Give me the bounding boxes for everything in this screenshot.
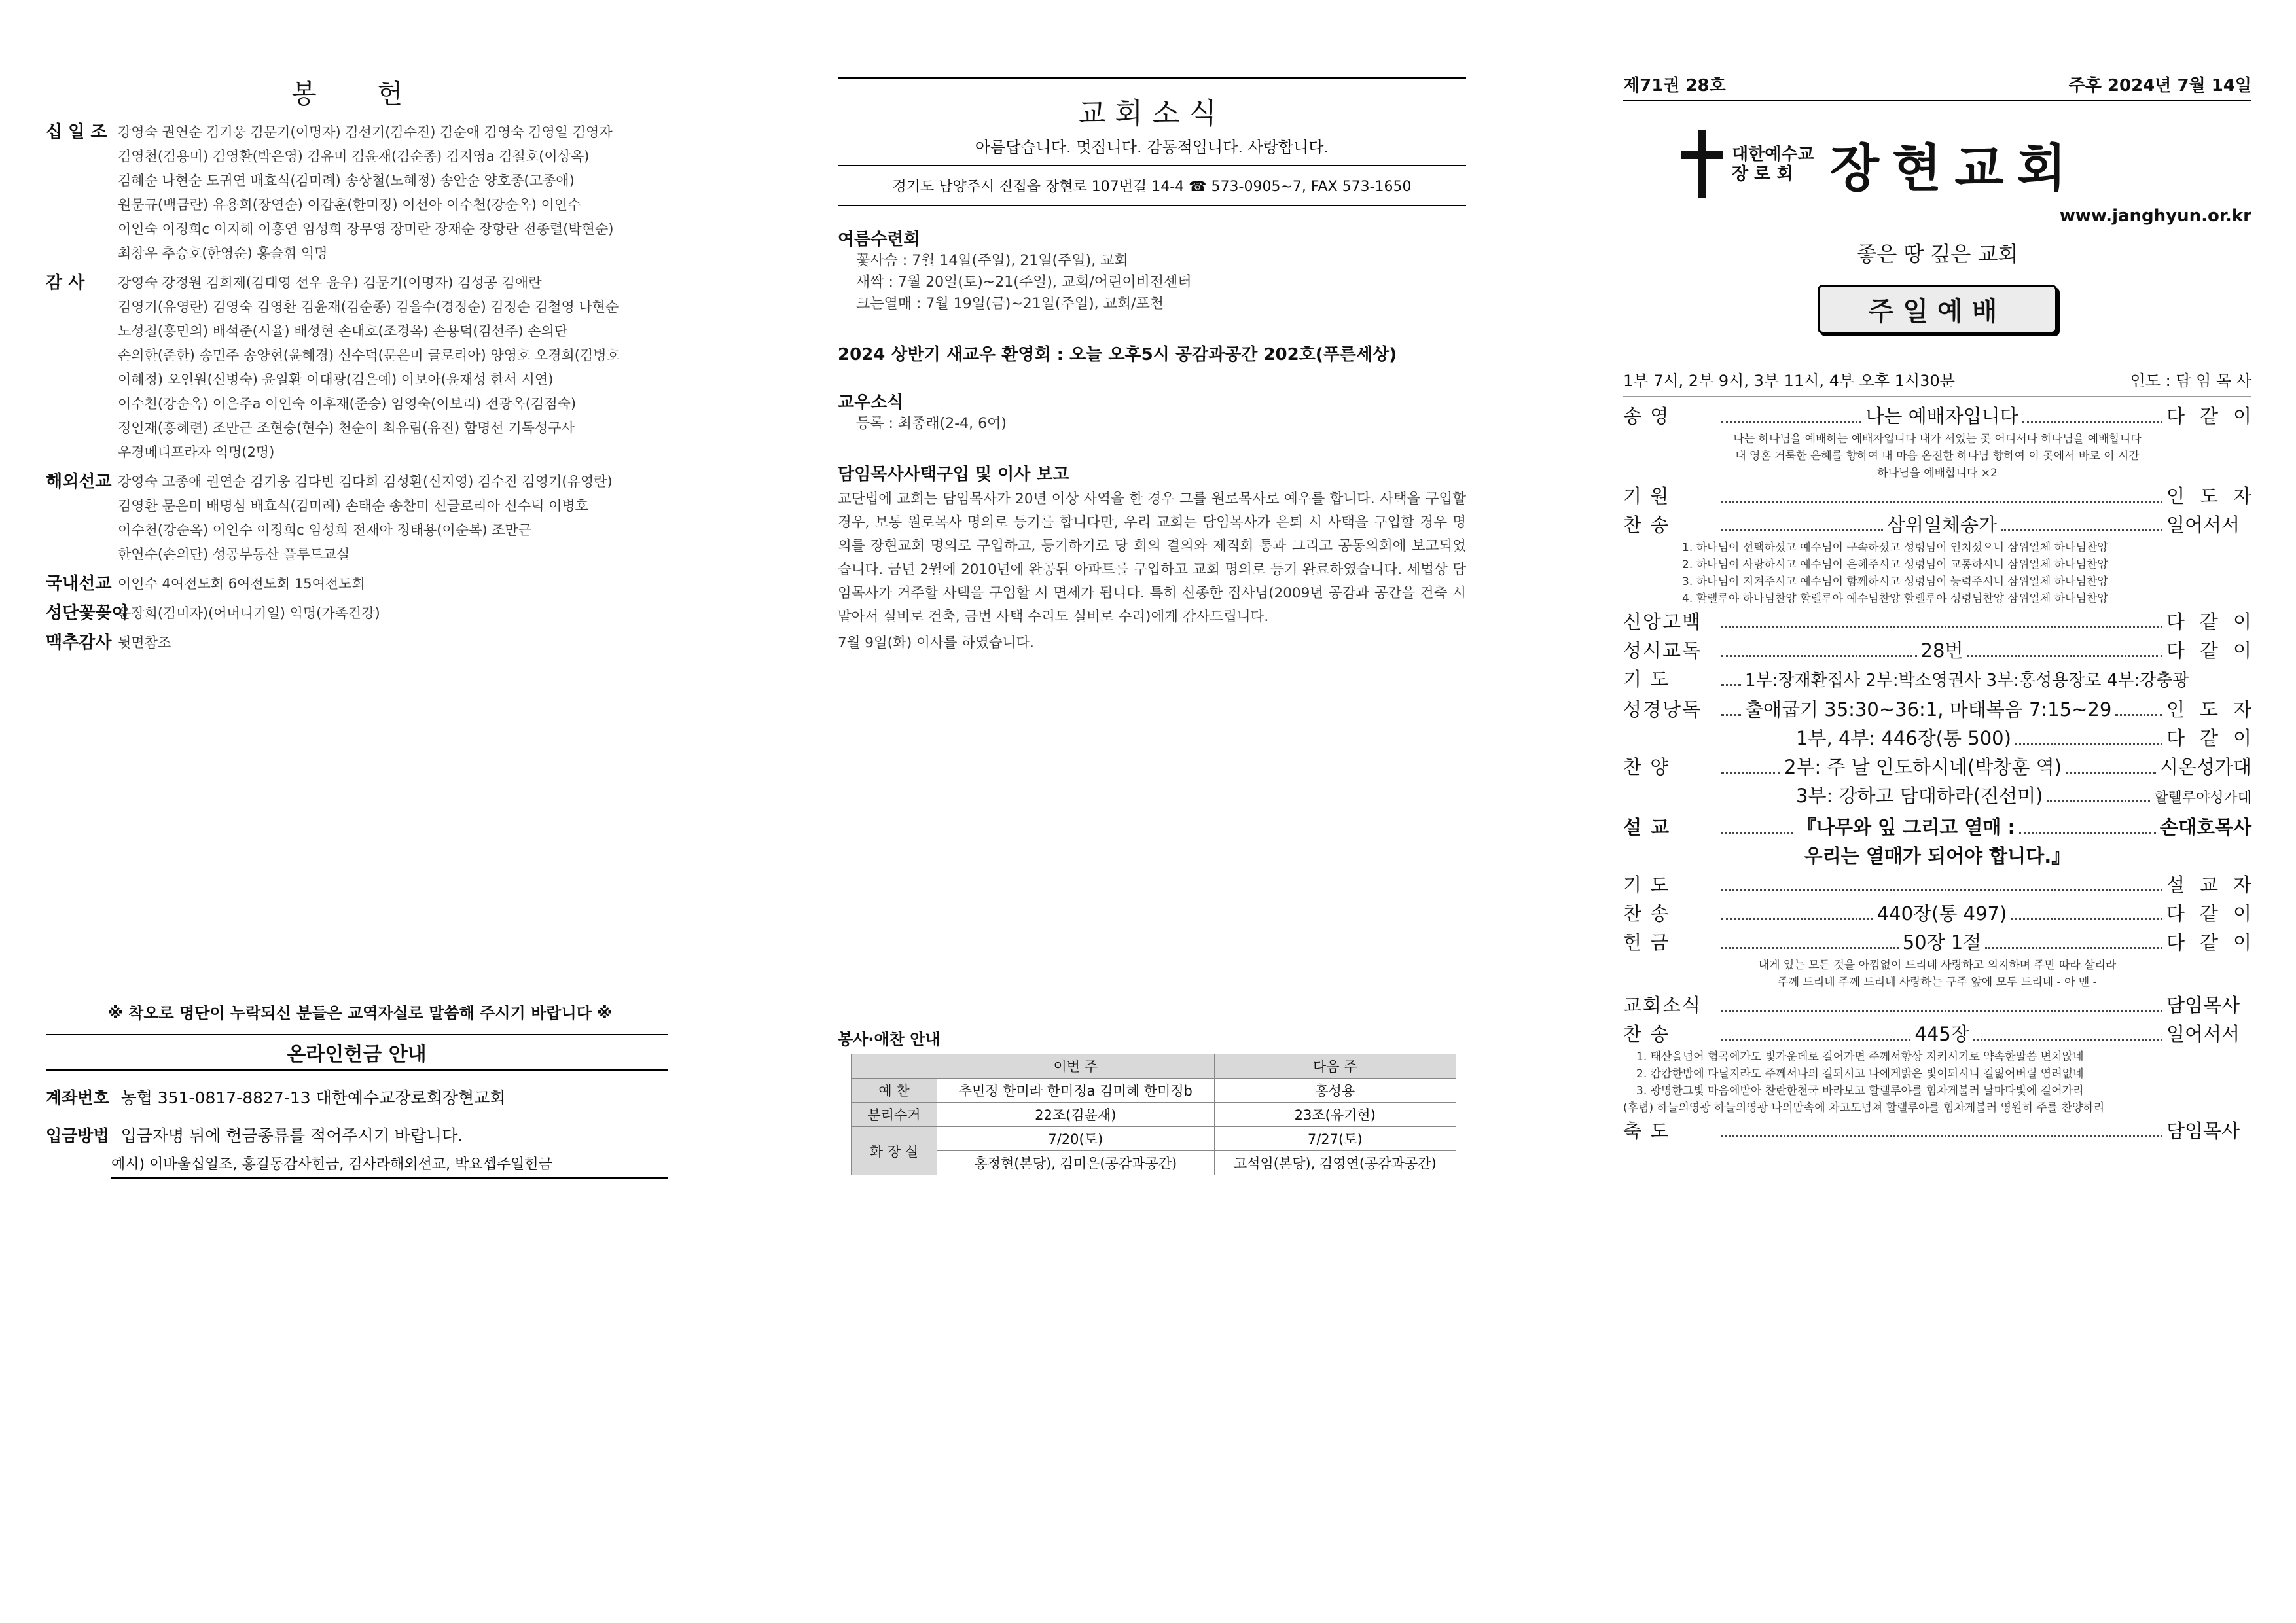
table-row (852, 1103, 1456, 1127)
service-table (851, 1054, 1456, 1175)
table-row (852, 1151, 1456, 1175)
order-leader: 일어서서 (2166, 1023, 2240, 1045)
news-header (838, 77, 1466, 166)
dedication-group (46, 470, 674, 567)
church-motto: 좋은 땅 깊은 교회 (1856, 241, 2018, 266)
method-label: 입금방법 (46, 1126, 109, 1145)
order-item (1623, 991, 2251, 1020)
order-content: 출애굽기 35:30~36:1, 마태복음 7:15~29 (1745, 698, 2112, 721)
worship-column (1623, 0, 2251, 1623)
order-label: 성시교독 (1623, 639, 1702, 662)
order-leader: 다 같 이 (2166, 902, 2251, 925)
dedication-group (46, 601, 674, 626)
order-item (1623, 928, 2251, 957)
order-label: 성경낭독 (1623, 698, 1702, 721)
next-week-cell: 고석임(본당), 김영연(공감과공간) (1214, 1151, 1456, 1175)
online-offering-box (46, 1034, 668, 1179)
dedication-group (46, 631, 674, 655)
parsonage-paragraph: 교단법에 교회는 담임목사가 20년 이상 사역을 한 경우 그를 원로목사로 예우를 합니다. 사택을 구입할 경우, 보통 원로목사 명의로 등기를 합니다만, 우리 교회는 담임목사가 은퇴 시 사택을 구입할 경우 명의를 장현교회 명의로 구입하고, 등기하기로 당 회의 결의와 제직회 통과 그리고 공동의회에 보고되었습니다. 금년 2월에 2010년에 완공된 아파트를 구입하고 교회 명의로 등기 완료하였습니다. 세법상 담임목사가 거주할 사택을 구입할 시 면세가 됩니다. 특히 신종한 집사님(2009년 공감과 공간을 건축 시 맡아서 실비로 건축, 금번 사택 수리도 실비로 수리)에게 감사드립니다. (838, 491, 1466, 625)
order-label: 신앙고백 (1623, 611, 1702, 633)
dedication-names: 이수천(강순옥) 이인수 이정희c 임성희 전재아 정태용(이순복) 조만근 (118, 522, 532, 538)
cross-icon (1681, 130, 1723, 198)
online-offering-title: 온라인헌금 안내 (46, 1034, 668, 1071)
dedication-label: 감 사 (46, 273, 85, 293)
summer-line: 꽃사슴 : 7월 14일(주일), 21일(주일), 교회 (856, 253, 1128, 269)
issue-date: 주후 2024년 7월 14일 (2068, 76, 2251, 96)
order-label: 축 도 (1623, 1120, 1670, 1142)
order-leader: 다 같 이 (2166, 727, 2251, 749)
service-header-row (852, 1054, 1456, 1079)
next-week-cell: 홍성용 (1214, 1079, 1456, 1103)
welcome-event: 2024 상반기 새교우 환영회 : 오늘 오후5시 공감과공간 202호(푸른세상) (838, 345, 1397, 365)
dedication-names: 노성철(홍민의) 배석준(시율) 배성현 손대호(조경옥) 손용덕(김선주) 손의단 (118, 323, 568, 339)
order-item (1623, 753, 2251, 781)
order-label: 기 도 (1623, 874, 1670, 896)
col-this-week: 이번 주 (937, 1054, 1215, 1079)
dedication-names: 강영숙 고종애 권연순 김기웅 김다빈 김다희 김성환(신지영) 김수진 김영기(유영란) (118, 474, 613, 490)
order-label: 기 도 (1623, 668, 1670, 690)
lyric-line: 하나님을 예배합니다 ×2 (1877, 467, 1998, 480)
order-leader: 다 같 이 (2166, 405, 2251, 427)
order-leader: 담임목사 (2166, 1120, 2240, 1142)
order-item (1623, 781, 2251, 813)
order-label: 찬 송 (1623, 1023, 1670, 1045)
order-content: 2부: 주 날 인도하시네(박창훈 역) (1784, 756, 2062, 778)
website-link[interactable]: www.janghyun.or.kr (2059, 206, 2251, 226)
lyric-line: (후렴) 하늘의영광 하늘의영광 나의맘속에 차고도넘쳐 할렐루야를 힘차게불러 영원히 주를 찬양하리 (1623, 1101, 2105, 1115)
sermon-item (1623, 813, 2251, 842)
row-label: 분리수거 (852, 1103, 937, 1127)
dedication-group (46, 120, 674, 266)
order-leader: 다 같 이 (2166, 931, 2252, 954)
order-label: 찬 송 (1623, 514, 1670, 536)
dedication-names: 최창우 추승호(한영순) 홍슬휘 익명 (118, 245, 328, 261)
order-label: 찬 양 (1623, 756, 1670, 778)
dedication-label: 국내선교 (46, 574, 112, 594)
church-logo (1681, 128, 2251, 201)
sermon-title: 우리는 열매가 되어야 합니다.』 (1804, 845, 2071, 867)
account-label: 계좌번호 (46, 1088, 109, 1107)
times-text: 1부 7시, 2부 9시, 3부 11시, 4부 오후 1시30분 (1623, 372, 1955, 390)
order-content: 삼위일체송가 (1886, 514, 1998, 536)
lyric-line: 내 영혼 거룩한 은혜를 향하여 내 마음 온전한 하나님 향하여 이 곳에서 바로 이 시간 (1735, 450, 2140, 463)
dedication-names: 김영기(유영란) 김영숙 김영환 김윤재(김순종) 김을수(경정순) 김정순 김철영 나현순 (118, 299, 619, 315)
order-content: 3부: 강하고 담대하라(진선미) (1796, 785, 2043, 807)
worship-title: 주일예배 (1818, 285, 2057, 334)
order-leader: 담임목사 (2166, 994, 2240, 1016)
order-item (1623, 482, 2251, 510)
news-slogan: 아름답습니다. 멋집니다. 감동적입니다. 사랑합니다. (975, 138, 1329, 156)
volume-number: 제71권 28호 (1623, 76, 1726, 96)
dedication-label: 해외선교 (46, 472, 112, 491)
order-content: 1부:장재환집사 2부:박소영권사 3부:홍성용장로 4부:강충광 (1745, 671, 2189, 690)
account-value: 농협 351-0817-8827-13 대한예수교장로회장현교회 (120, 1088, 506, 1107)
leader-text: 인도 : 담 임 목 사 (2130, 372, 2251, 390)
dedication-names: 정인재(홍혜련) 조만근 조현승(현수) 천순이 최유림(유진) 함명선 기독성구사 (118, 420, 575, 436)
order-leader: 다 같 이 (2166, 639, 2252, 662)
lyric-line: 1. 태산을넘어 험곡에가도 빛가운데로 걸어가면 주께서항상 지키시기로 약속한말씀 변치않네 (1636, 1050, 2084, 1063)
preacher: 손대호목사 (2159, 816, 2251, 838)
order-label: 헌 금 (1623, 931, 1670, 954)
order-item (1623, 899, 2251, 928)
order-label: 설 교 (1623, 816, 1671, 838)
table-row (852, 1127, 1456, 1151)
issue-line (1623, 72, 2251, 101)
sermon-title: 『나무와 잎 그리고 열매 : (1797, 816, 2016, 838)
lyric-line: 주께 드리네 주께 드리네 사랑하는 구주 앞에 모두 드리네 - 아 멘 - (1778, 976, 2097, 989)
member-news-heading: 교우소식 (838, 393, 904, 412)
row-label: 화 장 실 (852, 1127, 937, 1175)
dedication-title: 봉 헌 (291, 79, 429, 109)
col-next-week: 다음 주 (1214, 1054, 1456, 1079)
denomination-line: 대한예수교 (1732, 145, 1814, 164)
lyric-line: 3. 하나님이 지켜주시고 예수님이 함께하시고 성령님이 능력주시니 삼위일체 하나님찬양 (1682, 575, 2108, 588)
next-week-cell: 7/27(토) (1214, 1127, 1456, 1151)
dedication-names: 김영천(김용미) 김영환(박은영) 김유미 김윤재(김순종) 김지영a 김철호(이상옥) (118, 149, 590, 164)
service-corner (852, 1054, 937, 1079)
this-week-cell: 7/20(토) (937, 1127, 1215, 1151)
dedication-names: 이인수 4여전도회 6여전도회 15여전도회 (118, 576, 365, 592)
method-row (46, 1123, 668, 1147)
dedication-names: 윤장희(김미자)(어머니기일) 익명(가족건강) (118, 605, 380, 621)
order-item (1623, 510, 2251, 539)
order-label: 기 원 (1623, 485, 1670, 507)
denomination (1732, 145, 1814, 184)
order-content: 440장(통 497) (1876, 902, 2007, 925)
order-leader: 시온성가대 (2159, 756, 2251, 778)
lyric-line: 2. 하나님이 사랑하시고 예수님이 은혜주시고 성령님이 교통하시니 삼위일체 하나님찬양 (1682, 558, 2108, 571)
dedication-names: 김영환 문은미 배명심 배효식(김미례) 손태순 송찬미 신글로리아 신수덕 이병호 (118, 498, 588, 514)
order-leader: 인 도 자 (2166, 485, 2251, 507)
summer-line: 크는열매 : 7월 19일(금)~21일(주일), 교회/포천 (856, 296, 1164, 312)
dedication-names: 이인숙 이정희c 이지해 이홍연 임성희 장무영 장미란 장재순 장항란 전종렬(박현순) (118, 221, 614, 237)
this-week-cell: 22조(김윤재) (937, 1103, 1215, 1127)
dedication-group (46, 271, 674, 465)
order-item (1623, 1116, 2251, 1145)
sermon-title-line2 (1623, 842, 2251, 870)
lyric-line: 나는 하나님을 예배하는 예배자입니다 내가 서있는 곳 어디서나 하나님을 예배합니다 (1733, 433, 2142, 446)
denomination-line: 장 로 회 (1732, 164, 1793, 184)
table-row (852, 1079, 1456, 1103)
service-times (1623, 368, 2251, 397)
order-of-worship (1623, 402, 2251, 1145)
church-address: 경기도 남양주시 진접읍 장현로 107번길 14-4 ☎ 573-0905~7, FAX 573-1650 (838, 166, 1466, 206)
next-week-cell: 23조(유기현) (1214, 1103, 1456, 1127)
order-item (1623, 636, 2251, 665)
church-name: 장현교회 (1829, 139, 2079, 198)
dedication-names: 강영숙 권연순 김기웅 김문기(이명자) 김선기(김수진) 김순애 김영숙 김영일 김영자 (118, 124, 613, 140)
order-content: 28번 (1920, 639, 1964, 662)
this-week-cell: 추민정 한미라 한미정a 김미혜 한미정b (937, 1079, 1215, 1103)
lyric-line: 4. 할렐루야 하나님찬양 할렐루야 예수님찬양 할렐루야 성령님찬양 삼위일체 하나님찬양 (1682, 592, 2108, 605)
lyric-line: 내게 있는 모든 것을 아낌없이 드리네 사랑하고 의지하며 주만 따라 살리라 (1758, 959, 2117, 972)
omission-note: ※ 착오로 명단이 누락되신 분들은 교역자실로 말씀해 주시기 바랍니다 ※ (107, 1004, 613, 1022)
dedication-names: 원문규(백금란) 유용희(장연순) 이갑훈(한미정) 이선아 이수천(강순옥) 이인수 (118, 197, 581, 213)
order-label: 찬 송 (1623, 902, 1670, 925)
lyric-line: 3. 광명한그빛 마음에받아 찬란한천국 바라보고 할렐루야를 힘차게불러 날마다빛에 걸어가리 (1636, 1084, 2084, 1097)
dedication-column (46, 0, 674, 1623)
order-item (1623, 695, 2251, 724)
order-leader: 설 교 자 (2166, 874, 2251, 896)
dedication-names: 김혜순 나현순 도귀연 배효식(김미례) 송상철(노혜정) 송안순 양호종(고종애) (118, 173, 575, 188)
order-item (1623, 1020, 2251, 1048)
dedication-names: 손의한(준한) 송민주 송양현(윤혜경) 신수덕(문은미 글로리아) 양영호 오경희(김병호 (118, 348, 620, 363)
order-content: 나는 예배자입니다 (1865, 405, 2018, 427)
dedication-label: 십 일 조 (46, 122, 107, 142)
summer-retreat-heading: 여름수련회 (838, 230, 920, 249)
dedication-names: 강영숙 강정원 김희제(김태영 선우 윤우) 김문기(이명자) 김성공 김애란 (118, 275, 542, 291)
order-content: 1부, 4부: 446장(통 500) (1796, 727, 2011, 749)
dedication-names: 이수천(강순옥) 이은주a 이인숙 이후재(준승) 임영숙(이보리) 전광옥(김점숙) (118, 396, 577, 412)
order-item (1623, 402, 2251, 431)
method-example: 예시) 이바울십일조, 홍길동감사헌금, 김사라해외선교, 박요셉주일헌금 (111, 1153, 668, 1179)
dedication-names: 이혜정) 오인원(신병숙) 윤일환 이대광(김은예) 이보아(윤재성 한서 시연) (118, 372, 554, 387)
dedication-names: 우경메디프라자 익명(2명) (118, 444, 275, 460)
summer-line: 새싹 : 7월 20일(토)~21(주일), 교회/어린이비전센터 (856, 274, 1192, 291)
dedication-label: 맥추감사 (46, 633, 112, 652)
order-item (1623, 665, 2251, 695)
order-content: 50장 1절 (1902, 931, 1982, 954)
dedication-group (46, 572, 674, 596)
order-label: 교회소식 (1623, 994, 1702, 1016)
dedication-list (46, 120, 674, 655)
parsonage-heading: 담임목사사택구입 및 이사 보고 (838, 465, 1069, 484)
order-leader: 인 도 자 (2166, 698, 2251, 721)
news-title: 교회소식 (1077, 97, 1226, 130)
lyric-line: 1. 하나님이 선택하셨고 예수님이 구속하셨고 성령님이 인치셨으니 삼위일체 하나님찬양 (1682, 541, 2108, 554)
order-leader: 할렐루야성가대 (2154, 790, 2251, 806)
service-heading: 봉사·애찬 안내 (838, 1030, 941, 1048)
order-item (1623, 870, 2251, 899)
member-news-line: 등록 : 최종래(2-4, 6여) (856, 416, 1007, 432)
row-label: 예 찬 (852, 1079, 937, 1103)
order-item (1623, 607, 2251, 636)
account-row (46, 1085, 668, 1109)
dedication-label: 성단꽃꽂이 (46, 603, 128, 623)
this-week-cell: 홍정현(본당), 김미은(공감과공간) (937, 1151, 1215, 1175)
order-leader: 일어서서 (2166, 514, 2240, 536)
order-leader: 다 같 이 (2166, 611, 2251, 633)
lyric-line: 2. 캄캄한밤에 다닐지라도 주께서나의 길되시고 나에게밝은 빛이되시니 길잃어버릴 염려없네 (1636, 1067, 2084, 1080)
order-content: 445장 (1914, 1023, 1969, 1045)
news-column (838, 0, 1466, 1623)
dedication-names: 뒷면참조 (118, 635, 171, 651)
parsonage-last-line: 7월 9일(화) 이사를 하였습니다. (838, 635, 1034, 651)
order-label: 송 영 (1623, 405, 1670, 427)
dedication-names: 한연수(손의단) 성공부동산 플루트교실 (118, 546, 350, 562)
method-value: 입금자명 뒤에 헌금종류를 적어주시기 바랍니다. (120, 1126, 463, 1145)
order-item (1623, 724, 2251, 753)
